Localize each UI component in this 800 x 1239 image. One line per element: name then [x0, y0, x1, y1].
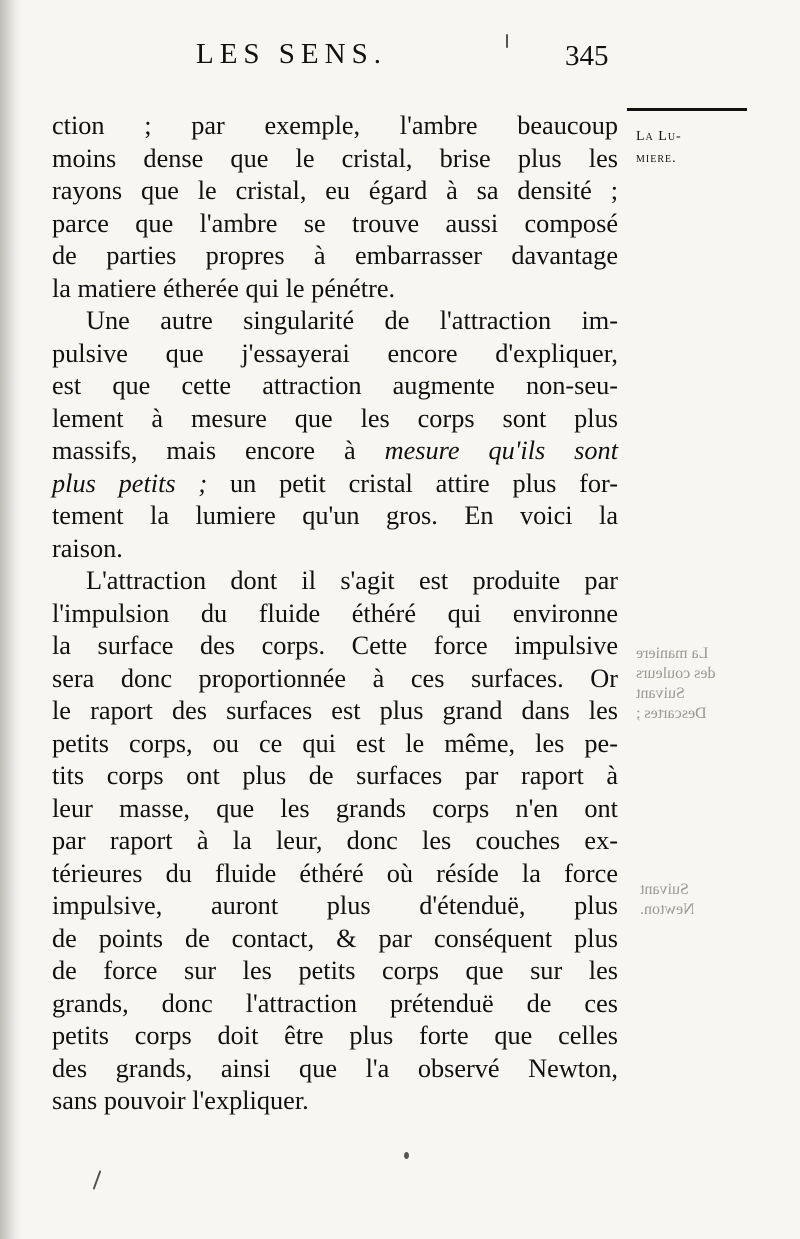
ink-speck: [404, 1152, 409, 1159]
text-line: sera donc proportionnée à ces surfaces. Or: [52, 663, 618, 693]
text-line: moins dense que le cristal, brise plus les: [52, 143, 618, 173]
margin-note: [636, 126, 682, 170]
ink-speck: [506, 34, 508, 48]
text-line: le raport des surfaces est plus grand dans les: [52, 696, 618, 725]
text-line: leur masse, que les grands corps n'en ont: [52, 793, 618, 823]
text-line: l'impulsion du fluide éthéré qui environne: [52, 598, 618, 628]
bleed-through-note: [640, 880, 750, 920]
body-text: [52, 110, 618, 1118]
text-line: petits corps, ou ce qui est le même, les pe-: [52, 728, 618, 758]
text-run: massifs, mais encore à: [52, 436, 385, 465]
text-line: impulsive, auront plus d'étenduë, plus: [52, 891, 618, 920]
margin-note-line: La Lu-: [636, 129, 682, 144]
paragraph: [52, 305, 618, 565]
text-line: des grands, ainsi que l'a observé Newton,: [52, 1053, 618, 1083]
bleed-through-line: Suivant: [636, 685, 685, 702]
page-gutter-shadow: [0, 0, 22, 1239]
text-line: de points de contact, & par conséquent plus: [52, 923, 618, 953]
paragraph: [52, 565, 618, 1118]
italic-text: mesure qu'ils sont: [384, 436, 619, 465]
text-line: petits corps doit être plus forte que celles: [52, 1021, 618, 1050]
running-title: LES SENS.: [196, 38, 387, 70]
bleed-through-line: Newton.: [640, 901, 695, 918]
text-line: [52, 468, 618, 501]
bleed-through-line: des couleurs: [636, 665, 716, 682]
text-line: la matiere étherée qui le pénétre.: [52, 273, 396, 303]
text-line: rayons que le cristal, eu égard à sa densité ;: [52, 176, 618, 205]
margin-note-line: miere.: [636, 151, 677, 166]
text-line: par raport à la leur, donc les couches ex-: [52, 826, 618, 855]
text-run: un petit cristal attire plus for-: [207, 468, 619, 498]
text-line: parce que l'ambre se trouve aussi composé: [52, 208, 618, 238]
bleed-through-note: [636, 644, 754, 724]
text-line: tement la lumiere qu'un gros. En voici la: [52, 501, 618, 530]
text-line: L'attraction dont il s'agit est produite par: [86, 566, 618, 595]
bleed-through-line: Descartes ;: [636, 705, 707, 722]
text-line: térieures du fluide éthéré où résíde la force: [52, 858, 618, 888]
text-line: la surface des corps. Cette force impulsive: [52, 631, 618, 660]
text-line: tits corps ont plus de surfaces par raport à: [52, 761, 618, 790]
bleed-through-line: Suivant: [640, 881, 689, 898]
paragraph: [52, 110, 618, 305]
page-number: 345: [565, 40, 609, 72]
text-line: pulsive que j'essayerai encore d'expliquer,: [52, 338, 618, 368]
ink-speck: [93, 1170, 102, 1189]
bleed-through-line: La maniere: [636, 645, 709, 662]
text-line: Une autre singularité de l'attraction im-: [86, 306, 618, 335]
text-line: sans pouvoir l'expliquer.: [52, 1086, 309, 1115]
italic-text: plus petits ;: [52, 468, 208, 498]
text-line: raison.: [52, 533, 123, 563]
text-line: grands, donc l'attraction prétenduë de ces: [52, 988, 618, 1018]
text-line: est que cette attraction augmente non-seu-: [52, 371, 618, 400]
text-line: ction ; par exemple, l'ambre beaucoup: [52, 111, 618, 140]
text-line: [52, 435, 618, 468]
margin-rule: [627, 108, 747, 111]
text-line: de force sur les petits corps que sur les: [52, 956, 618, 985]
text-line: lement à mesure que les corps sont plus: [52, 403, 618, 433]
text-line: de parties propres à embarrasser davantage: [52, 241, 618, 270]
